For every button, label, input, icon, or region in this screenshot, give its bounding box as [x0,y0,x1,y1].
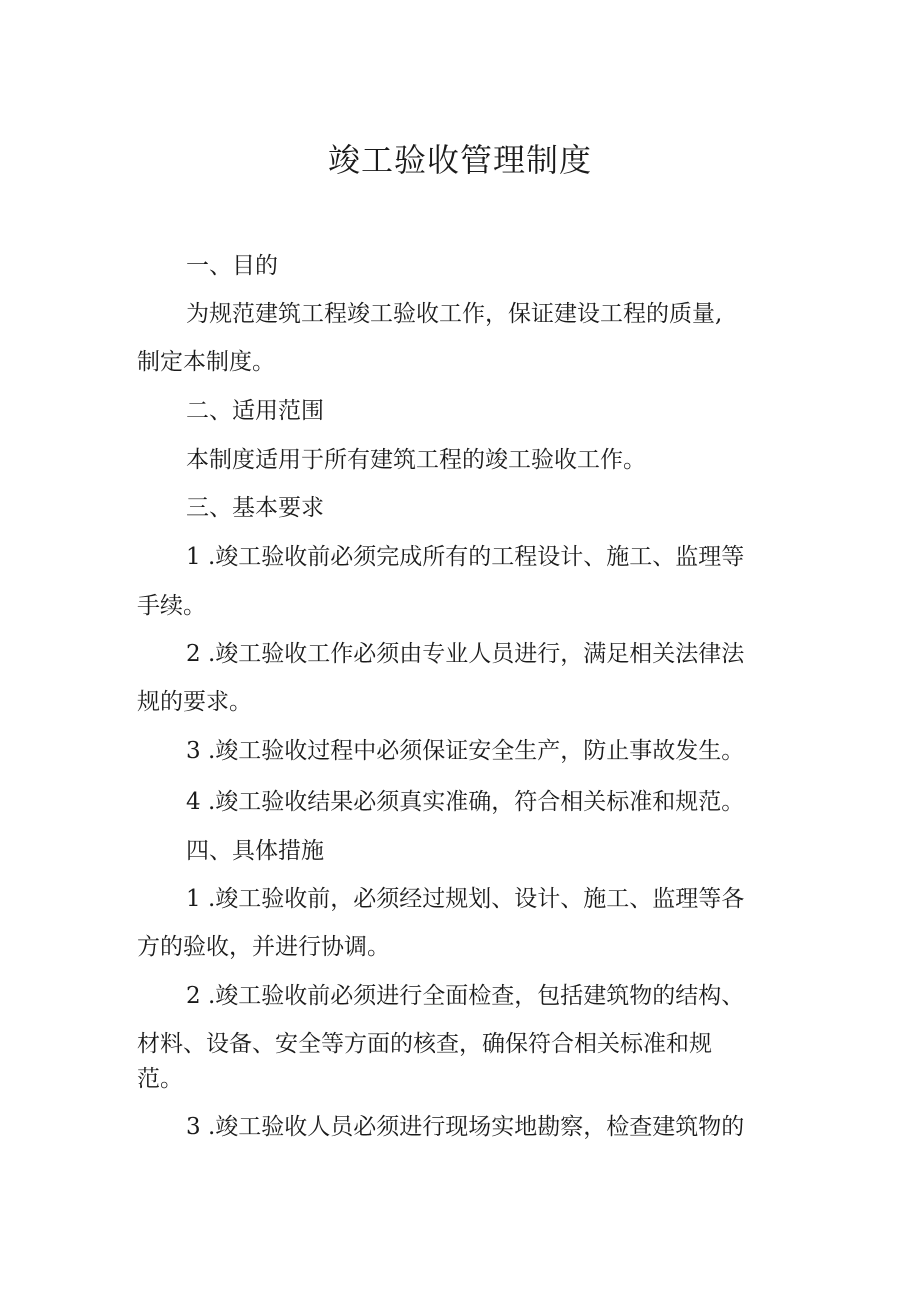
paragraph-line: 制定本制度。 [137,349,275,375]
list-item-line: 1 .竣工验收前必须完成所有的工程设计、施工、监理等 [186,544,745,570]
section-heading-scope: 二、适用范围 [186,398,324,424]
section-heading-requirements: 三、基本要求 [186,495,324,521]
list-item-line: 1 .竣工验收前，必须经过规划、设计、施工、监理等各 [186,886,745,912]
list-item-line: 4 .竣工验收结果必须真实准确，符合相关标准和规范。 [186,789,745,815]
list-item-line: 手续。 [137,593,206,619]
list-item-line: 2 .竣工验收工作必须由专业人员进行，满足相关法律法 [186,641,745,667]
list-item-line: 3 .竣工验收过程中必须保证安全生产，防止事故发生。 [186,738,745,764]
list-item-line: 3 .竣工验收人员必须进行现场实地勘察，检查建筑物的 [186,1114,745,1140]
paragraph-line: 为规范建筑工程竣工验收工作，保证建设工程的质量, [186,301,723,327]
paragraph-line: 本制度适用于所有建筑工程的竣工验收工作。 [186,447,646,473]
section-heading-purpose: 一、目的 [186,253,278,279]
list-item-line: 材料、设备、安全等方面的核查，确保符合相关标准和规 [137,1031,712,1057]
list-item-line: 范。 [137,1066,183,1092]
document-title: 竣工验收管理制度 [327,141,592,179]
list-item-line: 方的验收，并进行协调。 [137,934,390,960]
list-item-line: 2 .竣工验收前必须进行全面检查，包括建筑物的结构、 [186,983,745,1009]
list-item-line: 规的要求。 [137,689,252,715]
section-heading-measures: 四、具体措施 [186,838,324,864]
